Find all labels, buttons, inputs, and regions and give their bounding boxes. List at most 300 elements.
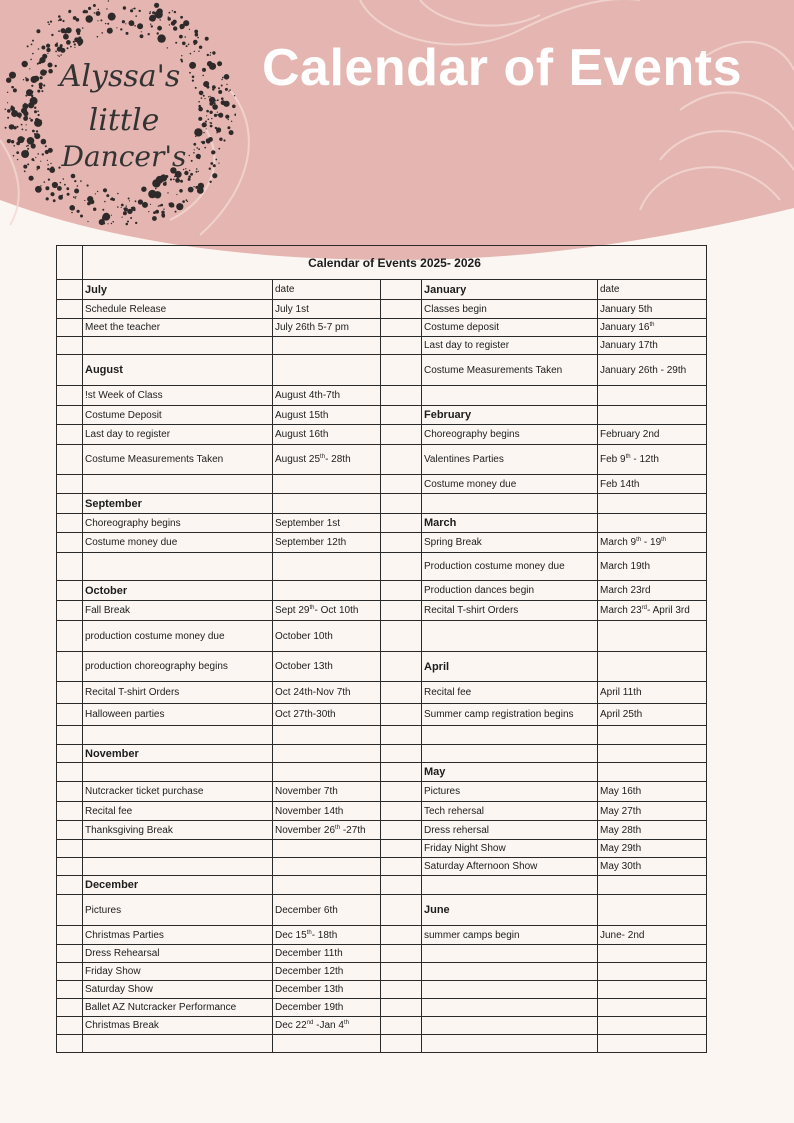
table-row [57, 355, 707, 386]
cell-text: Feb 14th [600, 478, 640, 490]
row-index-cell [57, 475, 83, 494]
cell-text: Spring Break [424, 537, 482, 548]
cell-text: February [424, 409, 472, 421]
cell-text: May [424, 766, 446, 778]
cell-text: September 1st [275, 517, 341, 529]
gap-cell [381, 999, 422, 1017]
row-index-cell [57, 999, 83, 1017]
cell-text: Recital T-shirt Orders [424, 605, 519, 616]
event-cell-left [83, 337, 273, 355]
date-cell-left [273, 280, 381, 300]
cell-superscript: th [343, 1020, 349, 1026]
cell-text: November 26 [275, 824, 336, 836]
row-index-cell [57, 621, 83, 652]
table-row [57, 763, 707, 782]
date-cell-right [598, 386, 707, 406]
cell-text: Choreography begins [424, 429, 520, 440]
event-cell-right [422, 475, 598, 494]
row-index-cell [57, 406, 83, 425]
table-row [57, 963, 707, 981]
cell-text: Costume Measurements Taken [85, 454, 224, 465]
row-index-cell [57, 445, 83, 475]
gap-cell [381, 726, 422, 745]
cell-superscript: th [306, 929, 312, 936]
date-cell-right [598, 821, 707, 840]
cell-text-suffix: - April 3rd [647, 605, 690, 616]
date-cell-right [598, 581, 707, 601]
table-row [57, 745, 707, 763]
date-cell-left [273, 1017, 381, 1035]
gap-cell [381, 514, 422, 533]
row-index-cell [57, 1017, 83, 1035]
cell-text: May 28th [600, 824, 642, 836]
gap-cell [381, 280, 422, 300]
cell-text: August 16th [275, 429, 329, 440]
table-row [57, 514, 707, 533]
cell-text: December 11th [275, 948, 343, 959]
table-row [57, 319, 707, 337]
gap-cell [381, 581, 422, 601]
date-cell-right [598, 1035, 707, 1053]
date-cell-left [273, 963, 381, 981]
cell-text: Pictures [85, 904, 122, 916]
cell-text: August 15th [275, 409, 329, 421]
event-cell-right [422, 514, 598, 533]
date-cell-left [273, 553, 381, 581]
date-cell-right [598, 494, 707, 514]
table-row [57, 840, 707, 858]
cell-text: December 13th [275, 984, 344, 995]
cell-text: Production dances begin [424, 585, 535, 596]
date-cell-right [598, 895, 707, 926]
date-cell-left [273, 475, 381, 494]
date-cell-left [273, 425, 381, 445]
date-cell-right [598, 858, 707, 876]
cell-text: date [275, 284, 295, 295]
table-row [57, 300, 707, 319]
cell-text: Recital fee [424, 687, 472, 698]
table-row [57, 981, 707, 999]
date-cell-right [598, 425, 707, 445]
event-cell-right [422, 821, 598, 840]
row-index-cell [57, 981, 83, 999]
gap-cell [381, 355, 422, 386]
event-cell-left [83, 553, 273, 581]
gap-cell [381, 945, 422, 963]
cell-text: January 26th - 29th [600, 364, 687, 376]
cell-text: February 2nd [600, 429, 660, 440]
date-cell-left [273, 999, 381, 1017]
events-table [56, 245, 707, 1053]
event-cell-left [83, 745, 273, 763]
event-cell-left [83, 533, 273, 553]
date-cell-left [273, 601, 381, 621]
gap-cell [381, 319, 422, 337]
event-cell-left [83, 425, 273, 445]
date-cell-left [273, 726, 381, 745]
date-cell-right [598, 782, 707, 802]
event-cell-right [422, 355, 598, 386]
event-cell-right [422, 704, 598, 726]
event-cell-right [422, 652, 598, 682]
table-row [57, 533, 707, 553]
event-cell-left [83, 652, 273, 682]
date-cell-right [598, 981, 707, 999]
cell-text: April [424, 660, 450, 673]
event-cell-right [422, 494, 598, 514]
event-cell-right [422, 963, 598, 981]
date-cell-left [273, 514, 381, 533]
event-cell-left [83, 858, 273, 876]
event-cell-right [422, 386, 598, 406]
row-index-cell [57, 858, 83, 876]
cell-superscript: th [309, 605, 315, 611]
cell-superscript: th [661, 537, 667, 543]
row-index-cell [57, 895, 83, 926]
table-row [57, 386, 707, 406]
cell-text: Friday Night Show [424, 843, 506, 854]
event-cell-left [83, 475, 273, 494]
date-cell-left [273, 494, 381, 514]
cell-superscript: th [649, 322, 655, 328]
event-cell-right [422, 782, 598, 802]
date-cell-right [598, 300, 707, 319]
cell-text: April 11th [600, 687, 642, 698]
date-cell-right [598, 355, 707, 386]
cell-text-suffix: -Jan 4 [313, 1020, 344, 1031]
date-cell-right [598, 704, 707, 726]
row-index-cell [57, 682, 83, 704]
row-index-cell [57, 1035, 83, 1053]
cell-text: Dress Rehearsal [85, 948, 160, 959]
table-row [57, 945, 707, 963]
cell-text: summer camps begin [424, 929, 520, 941]
event-cell-left [83, 726, 273, 745]
table-row [57, 280, 707, 300]
cell-text: January 5th [600, 303, 653, 315]
cell-superscript: th [625, 454, 631, 460]
cell-text: March 23 [600, 605, 642, 616]
cell-text: October 13th [275, 661, 333, 672]
table-row [57, 704, 707, 726]
event-cell-left [83, 682, 273, 704]
table-row [57, 445, 707, 475]
row-index-cell [57, 425, 83, 445]
date-cell-left [273, 895, 381, 926]
row-index-cell [57, 963, 83, 981]
cell-text: August 25 [275, 454, 321, 465]
event-cell-right [422, 1035, 598, 1053]
date-cell-right [598, 445, 707, 475]
gap-cell [381, 840, 422, 858]
date-cell-left [273, 621, 381, 652]
event-cell-left [83, 386, 273, 406]
cell-superscript: th [320, 454, 326, 460]
gap-cell [381, 601, 422, 621]
gap-cell [381, 475, 422, 494]
event-cell-left [83, 514, 273, 533]
gap-cell [381, 963, 422, 981]
date-cell-right [598, 514, 707, 533]
row-index-cell [57, 337, 83, 355]
table-row [57, 682, 707, 704]
cell-text: Pictures [424, 786, 461, 797]
cell-text: June [424, 904, 450, 916]
cell-text: Costume money due [424, 478, 517, 490]
row-index-cell [57, 581, 83, 601]
row-index-cell [57, 726, 83, 745]
gap-cell [381, 445, 422, 475]
cell-text: Feb 9 [600, 454, 626, 465]
event-cell-left [83, 840, 273, 858]
date-cell-right [598, 406, 707, 425]
event-cell-right [422, 926, 598, 945]
event-cell-right [422, 763, 598, 782]
gap-cell [381, 682, 422, 704]
event-cell-right [422, 840, 598, 858]
event-cell-right [422, 553, 598, 581]
cell-text: Christmas Break [85, 1020, 159, 1031]
table-row [57, 821, 707, 840]
cell-text: Costume money due [85, 537, 178, 548]
date-cell-right [598, 682, 707, 704]
cell-text: March [424, 517, 457, 529]
cell-text: April 25th [600, 709, 643, 720]
date-cell-right [598, 840, 707, 858]
event-cell-left [83, 581, 273, 601]
event-cell-left [83, 1017, 273, 1035]
event-cell-right [422, 945, 598, 963]
date-cell-left [273, 945, 381, 963]
table-row [57, 1035, 707, 1053]
svg-text:Dancer's: Dancer's [61, 140, 187, 173]
cell-text: November [85, 747, 139, 760]
gap-cell [381, 652, 422, 682]
date-cell-left [273, 386, 381, 406]
gap-cell [381, 802, 422, 821]
cell-text: Recital fee [85, 805, 133, 817]
event-cell-right [422, 1017, 598, 1035]
table-row [57, 895, 707, 926]
gap-cell [381, 406, 422, 425]
date-cell-right [598, 319, 707, 337]
row-index-cell [57, 355, 83, 386]
date-cell-right [598, 337, 707, 355]
cell-text: January 17th [600, 340, 658, 351]
date-cell-left [273, 782, 381, 802]
row-index-cell [57, 280, 83, 300]
cell-text: Dress rehersal [424, 824, 490, 836]
row-index-cell [57, 926, 83, 945]
cell-text: August 4th-7th [275, 390, 341, 401]
cell-text: Costume Measurements Taken [424, 364, 563, 376]
date-cell-right [598, 745, 707, 763]
date-cell-left [273, 926, 381, 945]
svg-text:little: little [88, 103, 160, 138]
event-cell-left [83, 355, 273, 386]
row-index-cell [57, 763, 83, 782]
cell-text: May 29th [600, 843, 642, 854]
cell-text: Last day to register [85, 429, 171, 440]
cell-text: May 16th [600, 786, 642, 797]
date-cell-left [273, 581, 381, 601]
event-cell-left [83, 704, 273, 726]
gap-cell [381, 926, 422, 945]
cell-text: Friday Show [85, 966, 141, 977]
cell-text: Costume deposit [424, 322, 500, 333]
event-cell-right [422, 300, 598, 319]
date-cell-left [273, 802, 381, 821]
cell-text: July [85, 283, 108, 296]
table-row [57, 425, 707, 445]
date-cell-right [598, 726, 707, 745]
cell-text: January 16 [600, 322, 650, 333]
event-cell-left [83, 300, 273, 319]
cell-text: Nutcracker ticket purchase [85, 786, 204, 797]
gap-cell [381, 494, 422, 514]
gap-cell [381, 1017, 422, 1035]
event-cell-right [422, 682, 598, 704]
cell-text: May 30th [600, 861, 642, 872]
event-cell-left [83, 981, 273, 999]
table-row [57, 337, 707, 355]
event-cell-right [422, 802, 598, 821]
event-cell-right [422, 581, 598, 601]
event-cell-right [422, 621, 598, 652]
row-index-cell [57, 802, 83, 821]
date-cell-left [273, 652, 381, 682]
gap-cell [381, 876, 422, 895]
date-cell-left [273, 445, 381, 475]
event-cell-left [83, 945, 273, 963]
table-row [57, 858, 707, 876]
event-cell-left [83, 876, 273, 895]
event-cell-right [422, 406, 598, 425]
gap-cell [381, 533, 422, 553]
date-cell-left [273, 355, 381, 386]
table-row [57, 1017, 707, 1035]
date-cell-left [273, 704, 381, 726]
date-cell-right [598, 553, 707, 581]
cell-text: December 12th [275, 966, 344, 977]
event-cell-right [422, 745, 598, 763]
event-cell-left [83, 895, 273, 926]
date-cell-right [598, 802, 707, 821]
cell-text: Choreography begins [85, 517, 181, 529]
cell-text: June- 2nd [600, 929, 645, 941]
cell-text-suffix: - 18th [311, 929, 338, 941]
table-row [57, 601, 707, 621]
event-cell-left [83, 926, 273, 945]
cell-text-suffix: -27th [340, 824, 366, 836]
date-cell-right [598, 652, 707, 682]
row-index-cell [57, 745, 83, 763]
cell-text: March 23rd [600, 585, 651, 596]
cell-text: December 19th [275, 1002, 344, 1013]
event-cell-left [83, 621, 273, 652]
cell-text: September 12th [275, 537, 347, 548]
table-row [57, 926, 707, 945]
date-cell-right [598, 1017, 707, 1035]
date-cell-left [273, 840, 381, 858]
cell-text: November 14th [275, 805, 344, 817]
event-cell-right [422, 425, 598, 445]
cell-text: !st Week of Class [85, 390, 163, 401]
table-row [57, 494, 707, 514]
event-cell-left [83, 280, 273, 300]
date-cell-right [598, 876, 707, 895]
gap-cell [381, 704, 422, 726]
cell-text: Valentines Parties [424, 454, 504, 465]
table-row [57, 876, 707, 895]
table-row [57, 581, 707, 601]
cell-text: May 27th [600, 805, 642, 817]
row-index-cell [57, 494, 83, 514]
event-cell-left [83, 319, 273, 337]
event-cell-right [422, 601, 598, 621]
cell-text: March 19th [600, 561, 651, 572]
table-row [57, 475, 707, 494]
event-cell-right [422, 319, 598, 337]
row-index-cell [57, 876, 83, 895]
gap-cell [381, 763, 422, 782]
cell-text: Saturday Show [85, 984, 153, 995]
event-cell-left [83, 821, 273, 840]
cell-text: Meet the teacher [85, 322, 161, 333]
cell-text: Oct 27th-30th [275, 709, 336, 720]
gap-cell [381, 981, 422, 999]
cell-text: October 10th [275, 630, 333, 642]
cell-text: Thanksgiving Break [85, 824, 173, 836]
row-index-cell [57, 945, 83, 963]
cell-text: Tech rehersal [424, 805, 485, 817]
cell-text: Dec 15 [275, 929, 307, 941]
gap-cell [381, 745, 422, 763]
date-cell-right [598, 963, 707, 981]
cell-text: Classes begin [424, 303, 487, 315]
event-cell-right [422, 337, 598, 355]
cell-text: Summer camp registration begins [424, 709, 574, 720]
cell-text-suffix: - 12th [630, 454, 659, 465]
cell-superscript: th [335, 824, 341, 831]
date-cell-left [273, 858, 381, 876]
event-cell-left [83, 406, 273, 425]
event-cell-right [422, 999, 598, 1017]
cell-text: Saturday Afternoon Show [424, 861, 538, 872]
cell-text: July 26th 5-7 pm [275, 322, 349, 333]
event-cell-left [83, 445, 273, 475]
gap-cell [381, 621, 422, 652]
event-cell-right [422, 895, 598, 926]
gap-cell [381, 425, 422, 445]
cell-text: Dec 22 [275, 1020, 307, 1031]
date-cell-left [273, 300, 381, 319]
event-cell-left [83, 601, 273, 621]
cell-text: production costume money due [85, 630, 225, 642]
date-cell-left [273, 876, 381, 895]
gap-cell [381, 386, 422, 406]
date-cell-right [598, 999, 707, 1017]
row-index-cell [57, 533, 83, 553]
date-cell-right [598, 533, 707, 553]
date-cell-left [273, 981, 381, 999]
cell-text: Halloween parties [85, 709, 165, 720]
date-cell-left [273, 533, 381, 553]
row-index-cell [57, 386, 83, 406]
date-cell-right [598, 621, 707, 652]
cell-text: date [600, 284, 620, 295]
row-index-cell [57, 840, 83, 858]
